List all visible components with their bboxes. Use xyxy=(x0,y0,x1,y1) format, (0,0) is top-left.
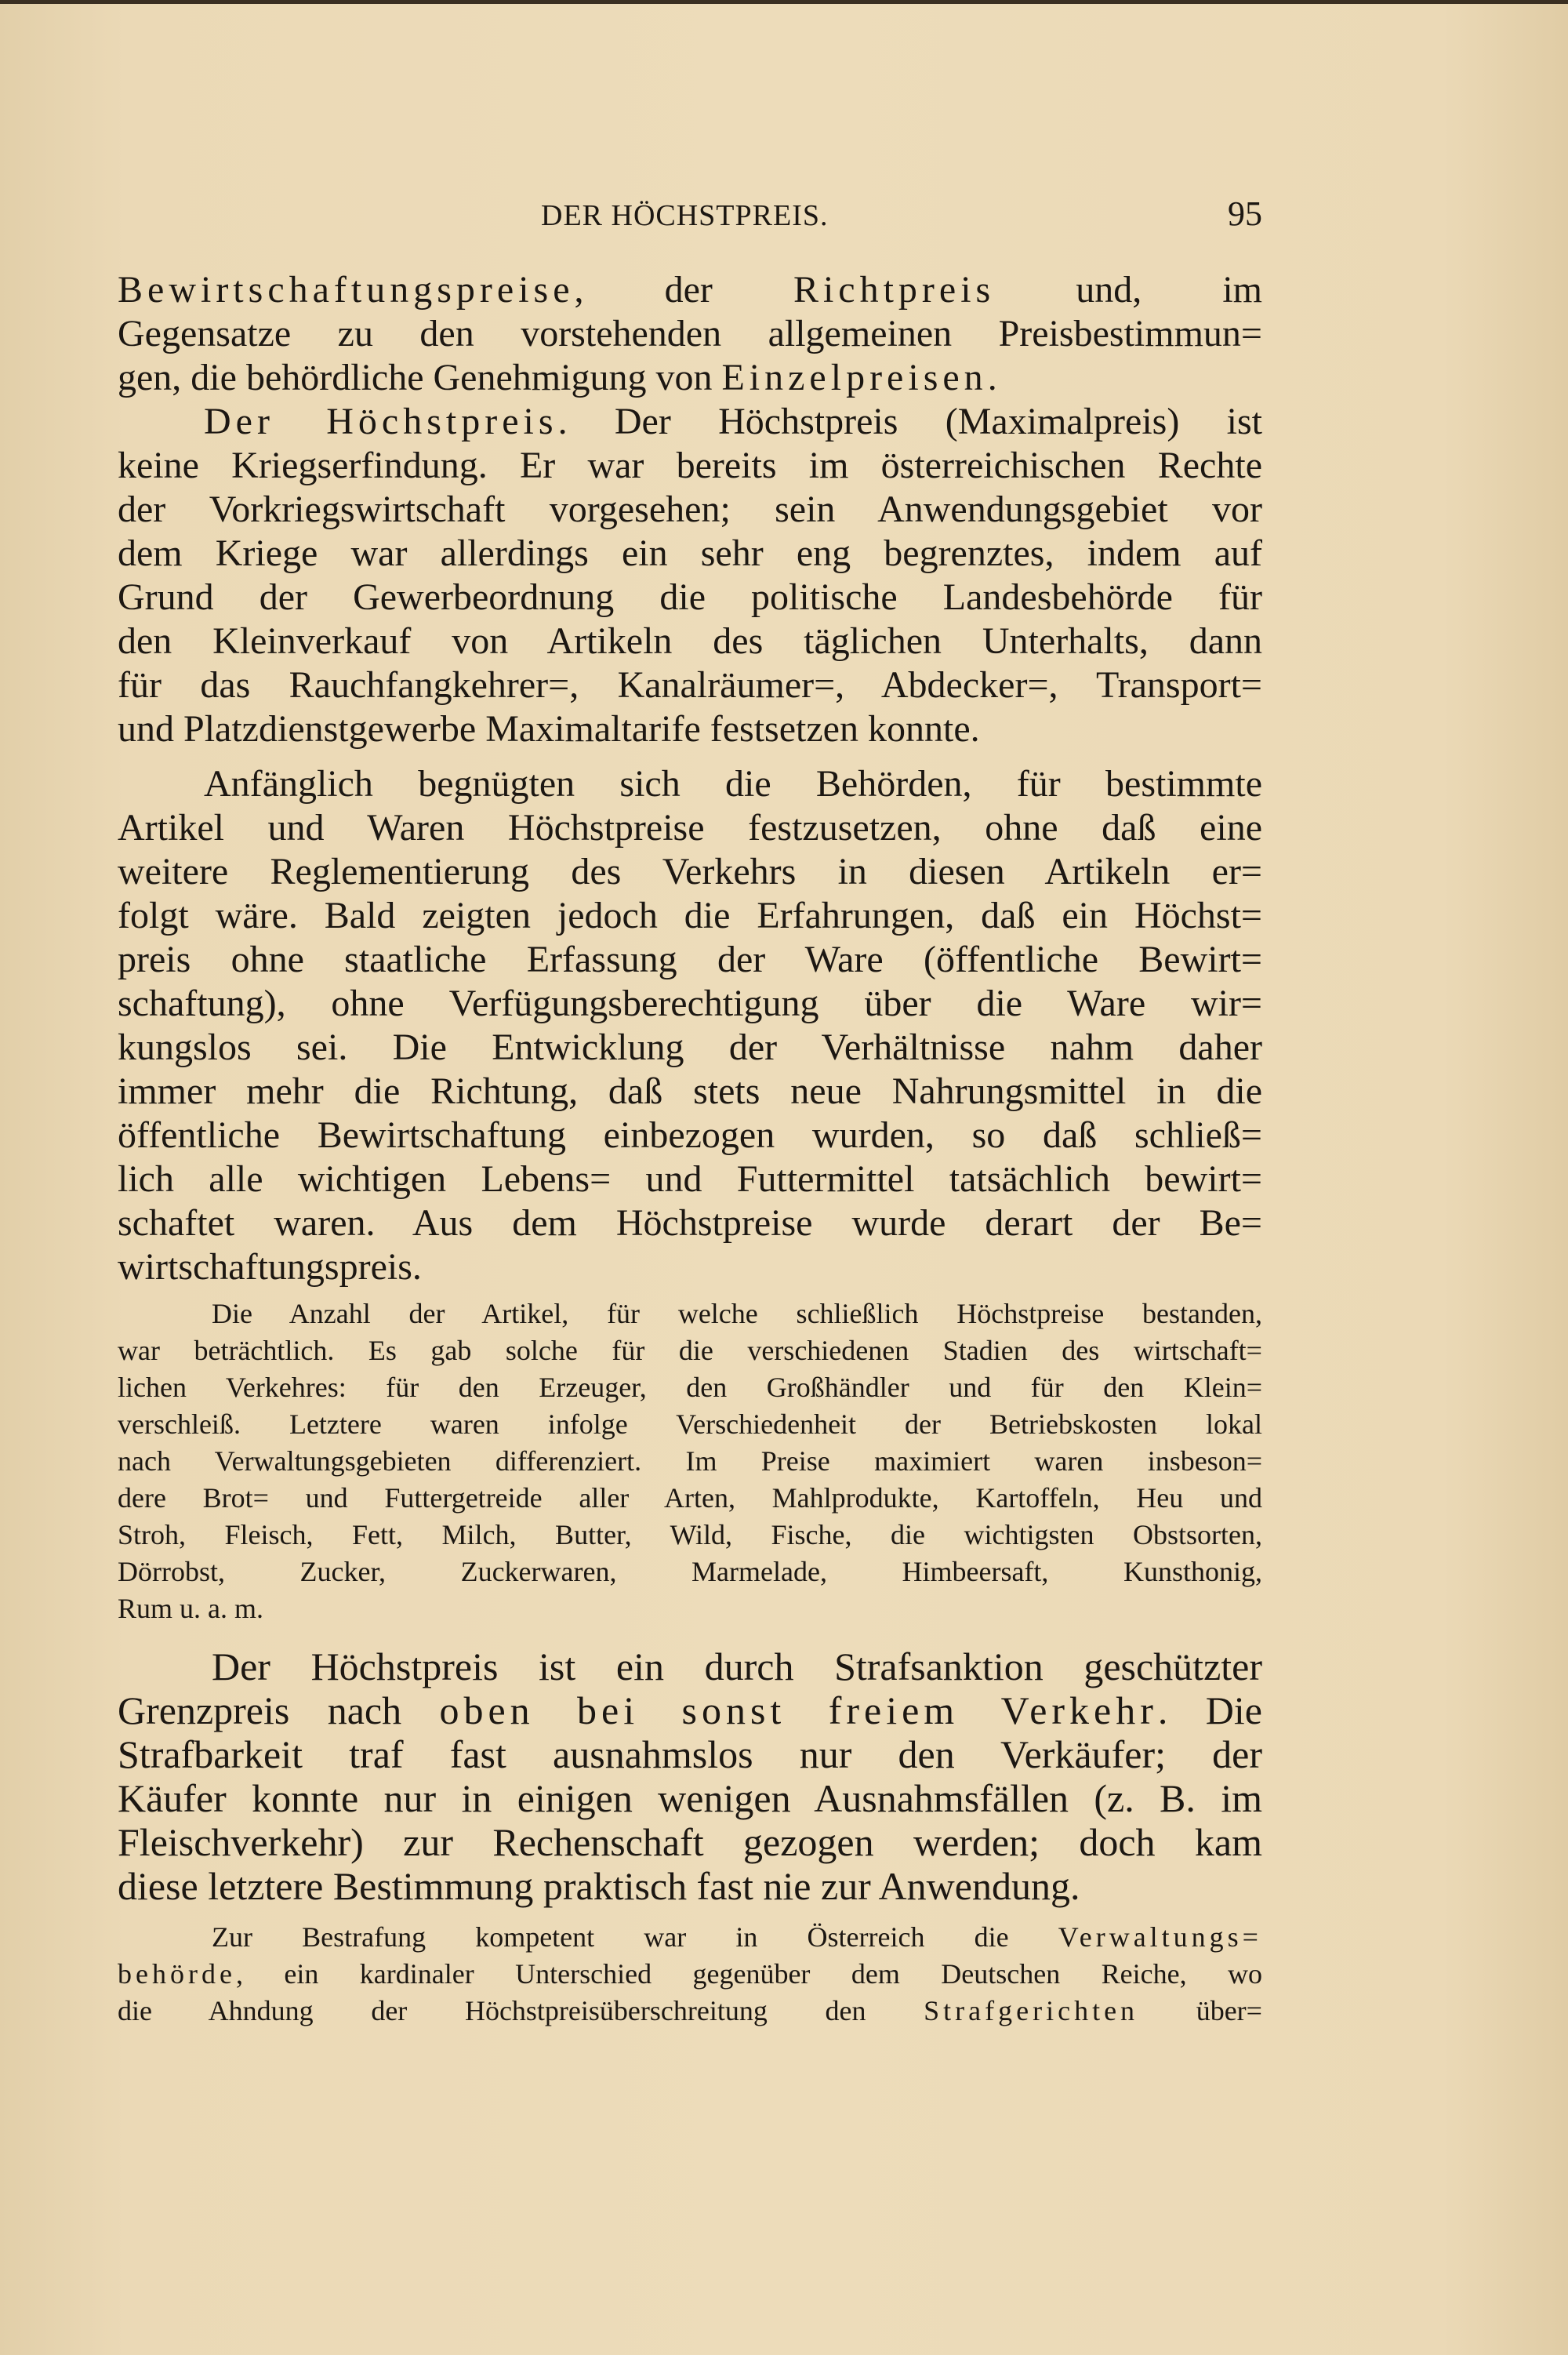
paragraph-line xyxy=(118,1688,1262,1732)
paragraph-line: weitere Reglementierung des Verkehrs in diesen Artikeln er= xyxy=(118,851,1262,892)
paragraph-line: wirtschaftungspreis. xyxy=(118,1246,422,1288)
note-line: verschleiß. Letztere waren infolge Verschiedenheit der Betriebskosten lokal xyxy=(118,1408,1262,1440)
paragraph-line: schaftet waren. Aus dem Höchstpreise wurde derart der Be= xyxy=(118,1202,1262,1244)
text-run: , der xyxy=(574,269,793,311)
paragraph-line: diese letztere Bestimmung praktisch fast nie zur Anwendung. xyxy=(118,1864,1080,1908)
note-line xyxy=(118,1993,1262,2030)
text-run: , ein kardinaler Unterschied gegenüber dem Deutschen Reiche, wo xyxy=(235,1958,1262,1990)
note-line: Rum u. a. m. xyxy=(118,1593,263,1624)
text-run: die Ahndung der Höchstpreisüberschreitung den xyxy=(118,1995,924,2026)
paragraph-line: für das Rauchfangkehrer=, Kanalräumer=, Abdecker=, Transport= xyxy=(118,664,1262,706)
spaced-term: Verwaltungs= xyxy=(1058,1921,1262,1953)
spaced-term: behörde xyxy=(118,1958,236,1990)
note-line: dere Brot= und Futtergetreide aller Arten, Mahlprodukte, Kartoffeln, Heu und xyxy=(118,1482,1262,1514)
paragraph-3 xyxy=(118,762,1262,1289)
spaced-term: oben bei sonst freiem Verkehr xyxy=(439,1688,1158,1732)
paragraph-line xyxy=(118,400,1262,444)
paragraph-line: und Platzdienstgewerbe Maximaltarife festsetzen konnte. xyxy=(118,708,980,750)
note-line xyxy=(118,1919,1262,1956)
paragraph-line: folgt wäre. Bald zeigten jedoch die Erfahrungen, daß ein Höchst= xyxy=(118,895,1262,936)
paragraph-line: der Vorkriegswirtschaft vorgesehen; sein Anwendungsgebiet vor xyxy=(118,489,1262,530)
note-line: nach Verwaltungsgebieten differenziert. Im Preise maximiert waren insbeson= xyxy=(118,1445,1262,1477)
spaced-term: Bewirtschaftungspreise xyxy=(118,269,575,311)
top-border xyxy=(0,0,1568,4)
note-2 xyxy=(118,1919,1262,2030)
paragraph-line xyxy=(118,268,1262,312)
text-run: gen, die behördliche Genehmigung von xyxy=(118,357,722,398)
paragraph-4 xyxy=(118,1645,1262,1908)
paragraph-line: Gegensatze zu den vorstehenden allgemeinen Preisbestimmun= xyxy=(118,313,1262,354)
text-run: Grenzpreis nach xyxy=(118,1688,440,1732)
paragraph-line: öffentliche Bewirtschaftung einbezogen wurden, so daß schließ= xyxy=(118,1114,1262,1156)
text-run: Zur Bestrafung kompetent war in Österreich die xyxy=(212,1921,1058,1953)
text-run: über= xyxy=(1138,1995,1262,2026)
spaced-term: Einzelpreisen xyxy=(721,357,988,398)
paragraph-line: den Kleinverkauf von Artikeln des täglichen Unterhalts, dann xyxy=(118,620,1262,662)
spaced-term: Der Höchstpreis xyxy=(204,401,558,442)
spaced-term: Richtpreis xyxy=(793,269,996,311)
text-block xyxy=(118,268,1262,2030)
paragraph-line: Grund der Gewerbeordnung die politische Landesbehörde für xyxy=(118,576,1262,618)
text-run: . Der Höchstpreis (Maximalpreis) ist xyxy=(557,401,1262,442)
paragraph-line: keine Kriegserfindung. Er war bereits im österreichischen Rechte xyxy=(118,445,1262,486)
note-line: Stroh, Fleisch, Fett, Milch, Butter, Wild, Fische, die wichtigsten Obstsorten, xyxy=(118,1519,1262,1550)
paragraph-line: Artikel und Waren Höchstpreise festzusetzen, ohne daß eine xyxy=(118,807,1262,849)
paragraph-line xyxy=(118,356,1262,400)
spaced-term: Strafgerichten xyxy=(924,1995,1139,2026)
paragraph-line: Fleischverkehr) zur Rechenschaft gezogen werden; doch kam xyxy=(118,1820,1262,1864)
paragraph-line: Strafbarkeit traf fast ausnahmslos nur den Verkäufer; der xyxy=(118,1732,1262,1776)
note-line: Dörrobst, Zucker, Zuckerwaren, Marmelade, Himbeersaft, Kunsthonig, xyxy=(118,1556,1262,1587)
paragraph-line: preis ohne staatliche Erfassung der Ware (öffentliche Bewirt= xyxy=(118,939,1262,980)
running-head xyxy=(118,194,1262,238)
paragraph-line: dem Kriege war allerdings ein sehr eng begrenztes, indem auf xyxy=(118,532,1262,574)
paragraph-line: Der Höchstpreis ist ein durch Strafsanktion geschützter xyxy=(212,1645,1262,1688)
note-line xyxy=(118,1956,1262,1993)
text-run: . xyxy=(987,357,997,398)
paragraph-line: Käufer konnte nur in einigen wenigen Ausnahmsfällen (z. B. im xyxy=(118,1776,1262,1820)
paragraph-2 xyxy=(118,400,1262,751)
paragraph-line: kungslos sei. Die Entwicklung der Verhältnisse nahm daher xyxy=(118,1027,1262,1068)
text-run: . Die xyxy=(1157,1688,1262,1732)
paragraph-line: schaftung), ohne Verfügungsberechtigung über die Ware wir= xyxy=(118,983,1262,1024)
note-line: Die Anzahl der Artikel, für welche schließlich Höchstpreise bestanden, xyxy=(212,1298,1262,1329)
paragraph-line: Anfänglich begnügten sich die Behörden, für bestimmte xyxy=(204,763,1262,805)
note-line: war beträchtlich. Es gab solche für die verschiedenen Stadien des wirtschaft= xyxy=(118,1335,1262,1366)
page-number: 95 xyxy=(1228,194,1262,233)
paragraph-line: lich alle wichtigen Lebens= und Futtermittel tatsächlich bewirt= xyxy=(118,1158,1262,1200)
paragraph-1 xyxy=(118,268,1262,400)
note-1 xyxy=(118,1296,1262,1627)
note-line: lichen Verkehres: für den Erzeuger, den Großhändler und für den Klein= xyxy=(118,1372,1262,1403)
paragraph-line: immer mehr die Richtung, daß stets neue Nahrungsmittel in die xyxy=(118,1070,1262,1112)
running-title: DER HÖCHSTPREIS. xyxy=(541,199,829,232)
text-run: und, im xyxy=(995,269,1262,311)
